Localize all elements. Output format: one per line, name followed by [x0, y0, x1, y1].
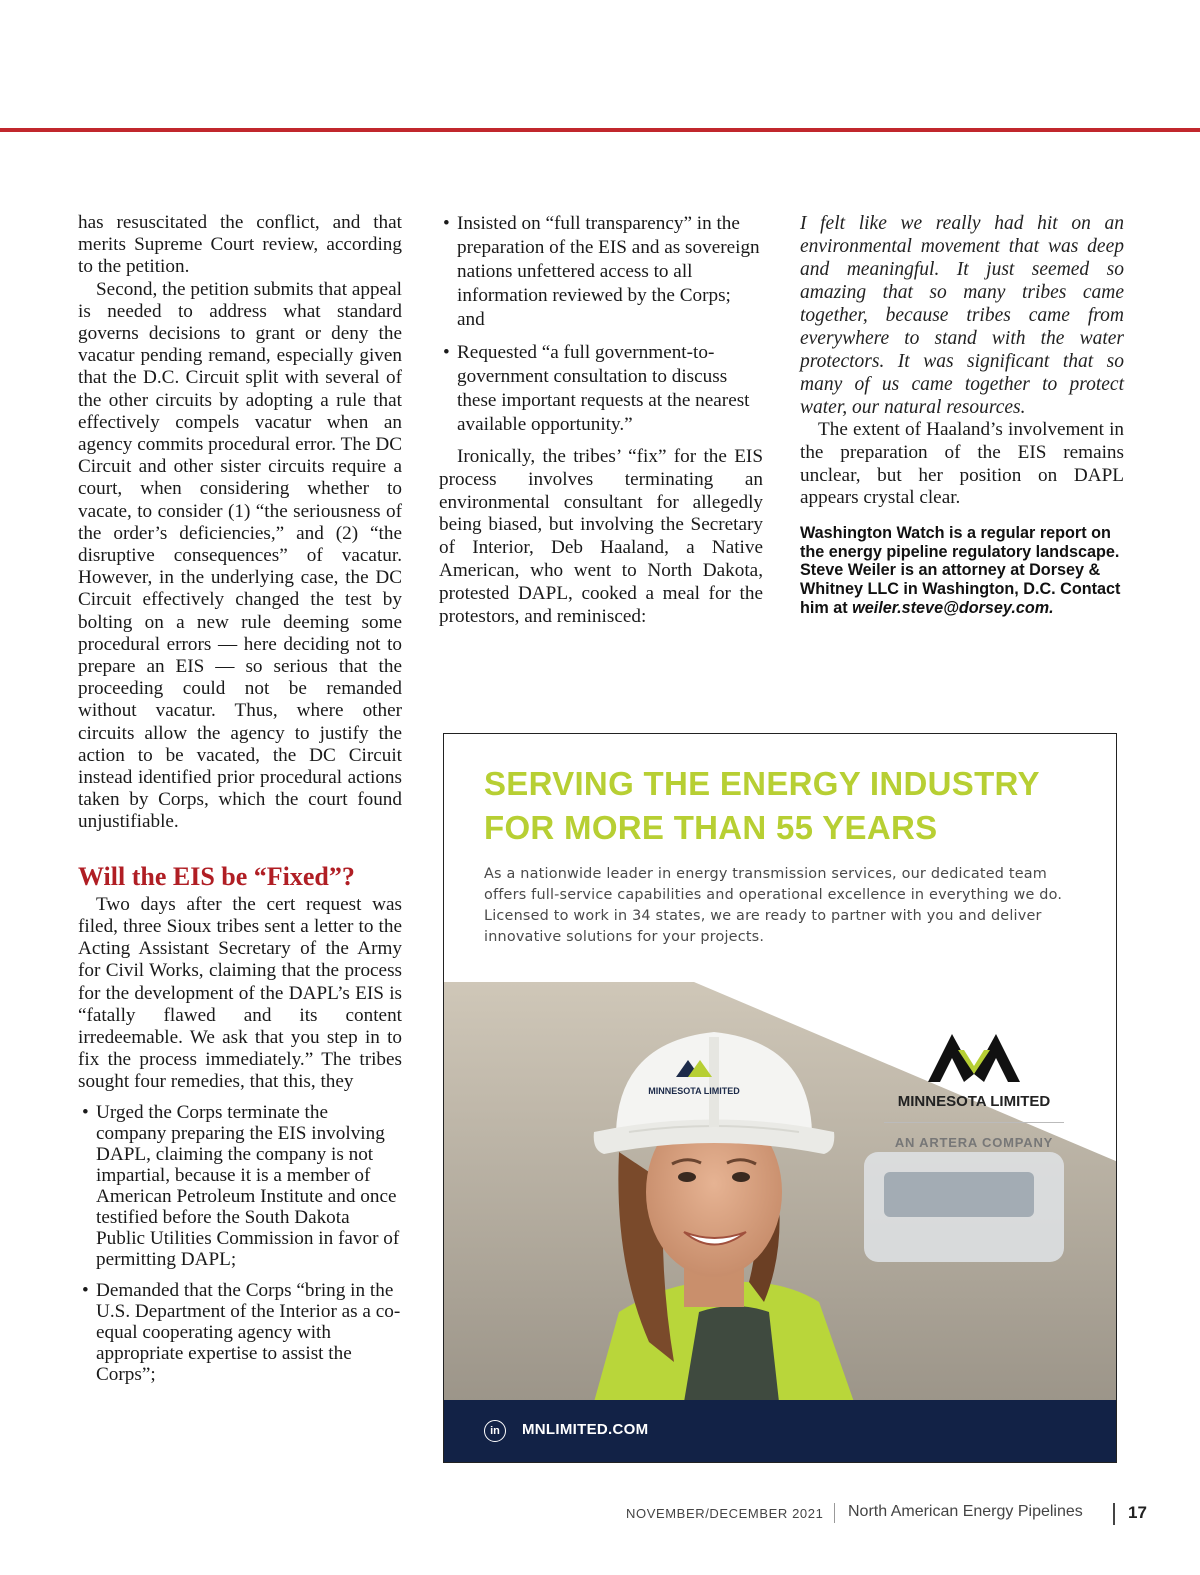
article-paragraph: Second, the petition submits that appeal is needed to address what standard governs decisions to grant or deny the vacatur pending remand, especially given that the D.C. Circuit split with several of the other circuits by adopting a rule that effectively compels vacatur when an agency commits procedural error. The DC Circuit and other sister circuits require a court, when considering whether to vacate, to consider (1) “the seriousness of the order’s deficiencies,” and (2) “the disruptive consequences” of vacatur. However, in the underlying case, the DC Circuit effectively changed the test by bolting on a new rule deeming some procedural errors — here deciding not to prepare an EIS — so serious that the proceeding could not be remanded without vacatur. Thus, where other circuits allow the agency to justify the action to be vacated, the DC Circuit instead identified prior procedural actions taken by Corps, which the court found unjustifiable.	[78, 278, 402, 833]
list-item: • Urged the Corps terminate the company preparing the EIS involving DAPL, claiming the company is not impartial, because it is a member of American Petroleum Institute and once testified before the South Dakota Public Utilities Commission in favor of permitting DAPL;	[78, 1102, 402, 1270]
publication-name: North American Energy Pipelines	[848, 1503, 1083, 1520]
ad-headline-line: SERVING THE ENERGY INDUSTRY	[484, 765, 1040, 802]
minnesota-limited-logo-icon	[928, 1034, 1020, 1082]
article-paragraph: The extent of Haaland’s involvement in the preparation of the EIS remains unclear, but her position on DAPL appears crystal clear.	[800, 419, 1124, 509]
header-rule	[0, 128, 1200, 132]
footer-divider	[1113, 1503, 1115, 1525]
author-bio-text: Washington Watch is a regular report on the energy pipeline regulatory landscape. Steve Weiler is an attorney at Dorsey & Whitney LLC in Washington, D.C. Contact him at	[800, 524, 1121, 617]
footer-divider	[834, 1503, 835, 1523]
page-number: 17	[1128, 1503, 1147, 1522]
list-item: • Insisted on “full transparency” in the preparation of the EIS and as sovereign nations unfettered access to all information reviewed by the Corps; and	[439, 212, 763, 332]
pull-quote: I felt like we really had hit on an environmental movement that was deep and meaningful. It just seemed so amazing that so many tribes came together, because tribes came from everywhere to stand with the water protectors. It was significant that so many of us came together to protect water, our natural resources.	[800, 213, 1124, 418]
remedies-list	[78, 1102, 402, 1385]
company-logo	[884, 1034, 1064, 1150]
article-paragraph: Ironically, the tribes’ “fix” for the EIS process involves terminating an environmental consultant for allegedly being biased, but involving the Secretary of Interior, Deb Haaland, a Native American, who went to North Dakota, protested DAPL, cooked a meal for the protestors, and reminisced:	[439, 446, 763, 627]
article-column-3	[800, 212, 1124, 617]
advertisement	[443, 733, 1117, 1463]
company-parent: AN ARTERA COMPANY	[894, 1135, 1054, 1150]
issue-date: NOVEMBER/DECEMBER 2021	[626, 1506, 824, 1521]
author-bio	[800, 524, 1124, 617]
article-paragraph: Two days after the cert request was filed, three Sioux tribes sent a letter to the Acting Assistant Secretary of the Army for Civil Works, claiming that the process for the development of the DAPL’s EIS is “fatally flawed and its content irredeemable. We ask that you step in to fix the process immediately.” The tribes sought four remedies, that this, they	[78, 893, 402, 1093]
article-paragraph: has resuscitated the conflict, and that merits Supreme Court review, according to the petition.	[78, 212, 402, 278]
ad-headline	[484, 762, 1104, 850]
ad-footer-bar	[444, 1400, 1117, 1462]
article-column-2	[439, 212, 763, 628]
company-name: MINNESOTA LIMITED	[884, 1093, 1064, 1123]
linkedin-icon[interactable]: in	[484, 1420, 506, 1442]
list-item: • Demanded that the Corps “bring in the U.S. Department of the Interior as a co-equal cooperating agency with appropriate expertise to assist the Corps”;	[78, 1280, 402, 1385]
hardhat-logo-text: MINNESOTA LIMITED	[648, 1086, 740, 1096]
ad-body-copy: As a nationwide leader in energy transmission services, our dedicated team offers full-service capabilities and operational excellence in everything we do. Licensed to work in 34 states, we are ready to partner with you and deliver innovative solutions for your projects.	[484, 866, 1063, 945]
ad-website-link[interactable]: MNLIMITED.COM	[522, 1421, 649, 1438]
remedies-list-continued	[439, 212, 763, 437]
ad-headline-line: FOR MORE THAN 55 YEARS	[484, 809, 938, 846]
list-item: • Requested “a full government-to-government consultation to discuss these important requests at the nearest available opportunity.”	[439, 341, 763, 437]
section-heading: Will the EIS be “Fixed”?	[78, 861, 355, 891]
author-email-link[interactable]: weiler.steve@dorsey.com.	[852, 598, 1054, 617]
article-column-1	[78, 212, 402, 1395]
